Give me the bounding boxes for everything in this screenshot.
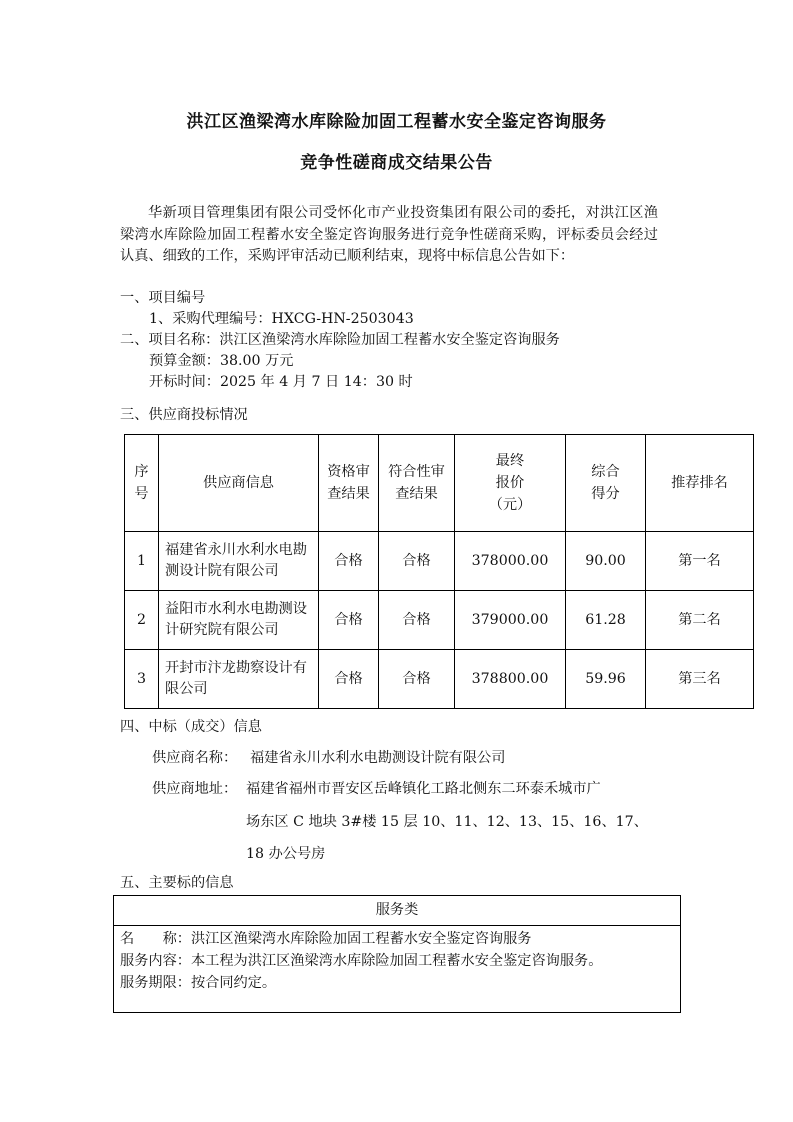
bid-table	[124, 434, 754, 709]
service-table	[113, 895, 681, 1013]
col-conformity: 符合性审查结果	[379, 435, 455, 532]
col-price-line3: （元）	[488, 497, 532, 513]
title-line-1: 洪江区渔梁湾水库除险加固工程蓄水安全鉴定咨询服务	[186, 112, 607, 132]
winner-address-label: 供应商地址：	[152, 781, 238, 797]
col-score	[566, 435, 646, 532]
cell-supplier: 益阳市水利水电勘测设计研究院有限公司	[159, 591, 319, 650]
winner-name-label: 供应商名称：	[152, 750, 238, 766]
cell-rank: 第三名	[646, 650, 754, 709]
cell-price: 379000.00	[455, 591, 566, 650]
cell-score: 59.96	[566, 650, 646, 709]
cell-price: 378000.00	[455, 532, 566, 591]
opening-time: 开标时间：2025 年 4 月 7 日 14：30 时	[149, 374, 413, 390]
col-score-line2: 得分	[591, 486, 620, 502]
cell-supplier: 开封市汴龙勘察设计有限公司	[159, 650, 319, 709]
cell-rank: 第二名	[646, 591, 754, 650]
winner-address-line3: 18 办公号房	[246, 846, 326, 862]
cell-rank: 第一名	[646, 532, 754, 591]
col-rank: 推荐排名	[646, 435, 754, 532]
service-period-row: 服务期限：按合同约定。	[120, 975, 277, 991]
title-line-2: 竞争性磋商成交结果公告	[300, 153, 493, 173]
cell-score: 90.00	[566, 532, 646, 591]
section3-heading: 三、供应商投标情况	[120, 407, 248, 423]
col-no: 序号	[125, 435, 159, 532]
cell-qualification: 合格	[319, 591, 379, 650]
cell-conformity: 合格	[379, 650, 455, 709]
col-price	[455, 435, 566, 532]
col-price-line1: 最终	[495, 453, 525, 469]
table-header-row	[125, 435, 754, 532]
col-score-line1: 综合	[591, 464, 620, 480]
service-table-body	[114, 926, 680, 996]
service-table-header: 服务类	[114, 896, 680, 926]
cell-no: 3	[125, 650, 159, 709]
cell-conformity: 合格	[379, 532, 455, 591]
cell-supplier: 福建省永川水利水电勘测设计院有限公司	[159, 532, 319, 591]
cell-score: 61.28	[566, 591, 646, 650]
service-content-row: 服务内容：本工程为洪江区渔梁湾水库除险加固工程蓄水安全鉴定咨询服务。	[120, 953, 603, 969]
cell-qualification: 合格	[319, 532, 379, 591]
col-supplier: 供应商信息	[159, 435, 319, 532]
table-row	[125, 650, 754, 709]
service-name-row: 名 称：洪江区渔梁湾水库除险加固工程蓄水安全鉴定咨询服务	[120, 931, 532, 947]
cell-price: 378800.00	[455, 650, 566, 709]
procurement-code: 1、采购代理编号：HXCG-HN-2503043	[149, 311, 414, 327]
table-row	[125, 591, 754, 650]
cell-conformity: 合格	[379, 591, 455, 650]
winner-address-line2: 场东区 C 地块 3#楼 15 层 10、11、12、13、15、16、17、	[246, 814, 648, 830]
col-price-line2: 报价	[495, 475, 525, 491]
winner-name: 福建省永川水利水电勘测设计院有限公司	[250, 750, 506, 766]
cell-no: 1	[125, 532, 159, 591]
section5-heading: 五、主要标的信息	[120, 875, 234, 891]
project-name: 二、项目名称：洪江区渔梁湾水库除险加固工程蓄水安全鉴定咨询服务	[120, 332, 560, 348]
col-qualification: 资格审查结果	[319, 435, 379, 532]
table-row	[125, 532, 754, 591]
section1-heading: 一、项目编号	[120, 290, 206, 306]
section4-heading: 四、中标（成交）信息	[120, 719, 262, 735]
cell-qualification: 合格	[319, 650, 379, 709]
intro-paragraph: 华新项目管理集团有限公司受怀化市产业投资集团有限公司的委托，对洪江区渔梁湾水库除险加固工程蓄水安全鉴定咨询服务进行竞争性磋商采购，评标委员会经过认真、细致的工作，采购评审活动已顺利结束，现将中标信息公告如下：	[120, 205, 658, 264]
budget-amount: 预算金额：38.00 万元	[149, 353, 294, 369]
winner-address-line1: 福建省福州市晋安区岳峰镇化工路北侧东二环泰禾城市广	[246, 781, 601, 797]
cell-no: 2	[125, 591, 159, 650]
